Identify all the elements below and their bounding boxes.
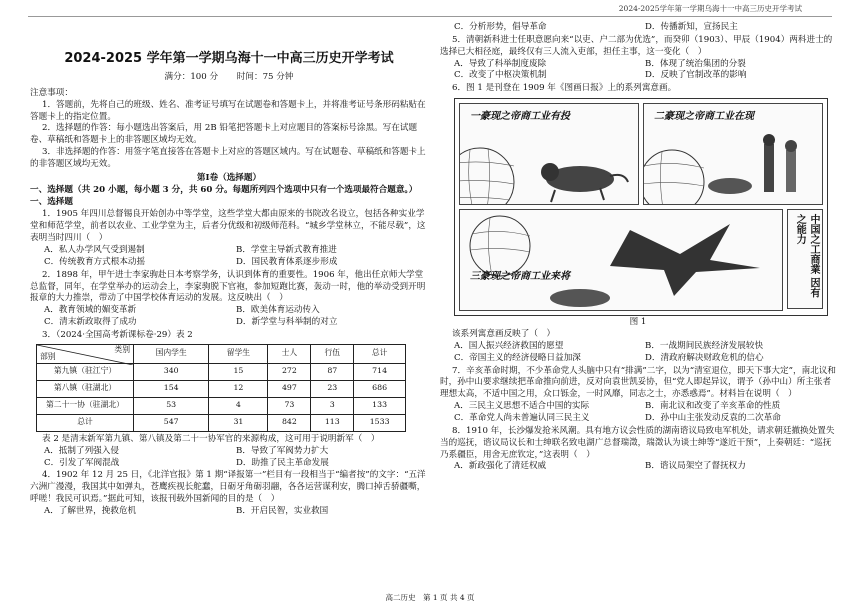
table-cell: 714	[354, 363, 406, 380]
globe-and-eagle-illustration	[460, 210, 782, 310]
table-cell: 3	[311, 397, 354, 414]
cartoon-figure	[454, 98, 828, 316]
cartoon-panel-3	[459, 209, 783, 311]
table-row	[37, 363, 406, 380]
diagonal-header-cell	[37, 344, 134, 363]
option-a: A．新政强化了清廷权威	[454, 461, 547, 472]
note-item: 1．答题前，先将自己的班级、姓名、准考证号填写在试题卷和答题卡上，并将准考证号条形码粘贴在答题卡上的指定位置。	[30, 99, 426, 122]
question-8	[440, 426, 836, 473]
table-row	[37, 397, 406, 414]
question-stem: 7．辛亥革命时期，不少革命党人头脑中只有“排满”二字，以为“清室退位，即天下事大定”，南北议和时，孙中山要求继续把革命推向前进，反对向袁世凯妥协，但“党人即起异议，谓予（孙中山）所主张者理想太高，不适中国之用，众口铄金，一时风靡，同志之士，亦悉惑焉”。材料旨在说明（ ）	[440, 365, 836, 400]
table-header-row	[37, 344, 406, 363]
question-note: 表 2 是清末新军第九镇、第八镇及第二十一协军官的来源构成，这可用于说明新军（ ）	[42, 433, 380, 444]
panel-caption: 三豪现之帝商工业来将	[470, 271, 570, 283]
officer-source-table	[36, 344, 406, 432]
option-b: B．南北议和改变了辛亥革命的性质	[645, 401, 781, 412]
question-4	[30, 470, 428, 517]
running-header: 2024-2025学年第一学期乌海十一中高三历史开学考试	[618, 4, 802, 13]
question-5	[440, 35, 836, 82]
options	[30, 506, 428, 518]
option-b: B．导致了军阀势力扩大	[236, 445, 329, 456]
table-row	[37, 380, 406, 397]
option-c: C．改变了中枢决策机制	[454, 70, 547, 81]
option-c: C．引发了军阀混战	[44, 457, 120, 468]
table-header: 国内学生	[134, 344, 209, 363]
table-cell: 53	[134, 397, 209, 414]
panel-caption: 一豪现之帝商工业有投	[470, 111, 570, 123]
table-header: 留学生	[209, 344, 268, 363]
q4-continued-options	[440, 22, 836, 34]
option-b: B．体现了统治集团的分裂	[645, 58, 746, 69]
options	[440, 59, 836, 83]
option-b: B．学堂主导新式教育推进	[236, 244, 337, 255]
option-d: D．反映了官制改革的影响	[645, 70, 747, 81]
option-d: D．清政府解决财政危机的信心	[645, 352, 764, 363]
table-cell: 133	[354, 397, 406, 414]
table-cell: 547	[134, 414, 209, 431]
table-cell: 总计	[37, 414, 134, 431]
cartoon-side-caption: 中国之工商業 因有之能力	[787, 209, 823, 309]
question-stem: 2．1898 年，甲午进士李家驹赴日本考察学务，认识到体育的重要性。1906 年，他出任京师大学堂总监督，同年，在学堂举办的运动会上，李家驹脱下官袍，参加短跑比赛，轰动一时，他的举动受到开明报章的大力推崇，带动了中国学校体育运动的发展。这反映出（ ）	[30, 269, 426, 304]
table-cell: 第二十一协（驻湖北）	[37, 397, 134, 414]
options	[440, 401, 836, 425]
table-cell: 113	[311, 414, 354, 431]
table-row-total	[37, 414, 406, 431]
note-item: 2．选择题的作答：每小题选出答案后，用 2B 铅笔把答题卡上对应题目的答案标号涂黑。写在试题卷、草稿纸和答题卡上的非答题区域均无效。	[30, 123, 418, 146]
table-cell: 497	[268, 380, 311, 397]
table-cell: 4	[209, 397, 268, 414]
table-cell: 340	[134, 363, 209, 380]
table-cell: 第八镇（驻湖北）	[37, 380, 134, 397]
options	[30, 305, 428, 329]
header-divider	[28, 16, 832, 17]
option-d: D．国民教育体系逐步形成	[236, 256, 338, 267]
option-a: A．三民主义思想不适合中国的实际	[454, 401, 590, 412]
cartoon-panel-1	[459, 103, 639, 205]
table-cell: 272	[268, 363, 311, 380]
table-cell: 15	[209, 363, 268, 380]
table-cell: 87	[311, 363, 354, 380]
option-d: D．新学堂与科举制的对立	[236, 317, 338, 328]
question-stem: 1．1905 年四川总督锡良开始创办中等学堂，这些学堂大都由原来的书院改名设立，包括各种实业学堂和师范学堂，前者以农业、工业学堂为主，后者分优级和初级师范科。“城乡学堂林立，不能尽载”，这表明当时四川（ ）	[30, 209, 426, 244]
exam-meta	[30, 72, 428, 84]
table-header: 行伍	[311, 344, 354, 363]
table-cell: 842	[268, 414, 311, 431]
diag-top-label: 类别	[114, 344, 130, 354]
option-d: D．孙中山主张发动反袁的二次革命	[645, 413, 781, 424]
option-b: B．谘议局架空了督抚权力	[645, 461, 746, 472]
table-cell: 154	[134, 380, 209, 397]
question-6	[440, 83, 836, 364]
diag-bottom-label: 部别	[40, 352, 56, 362]
table-header: 士人	[268, 344, 311, 363]
options	[440, 341, 836, 365]
option-c: C．传统教育方式根本动摇	[44, 256, 146, 267]
table-cell: 73	[268, 397, 311, 414]
cartoon-panel-2	[643, 103, 823, 205]
exam-title: 2024-2025 学年第一学期乌海十一中高三历史开学考试	[64, 51, 394, 66]
section-title: 第Ⅰ卷（选择题）	[196, 172, 262, 183]
question-stem: 5．清朝新科进士任职意愿向来“以吏、户二部为优选”，而癸卯（1903）、甲辰（1904）两科进士的选择已大相径庭，最终仅有三人流入吏部，担任主事，这一变化（ ）	[440, 34, 833, 57]
option-a: A．导致了科举制度废除	[454, 58, 547, 69]
question-stem: 3．（2024·全国高考新课标卷·29）表 2	[42, 329, 193, 340]
page-footer: 高二历史 第 1 页 共 4 页	[385, 592, 475, 602]
exam-time: 时间：75 分钟	[236, 71, 294, 82]
question-1	[30, 209, 428, 268]
question-7	[440, 366, 836, 425]
option-b: B．开启民智，实业救国	[236, 506, 329, 516]
question-2	[30, 270, 428, 329]
part-instructions: 一、选择题（共 20 小题，每小题 3 分，共 60 分。每题所列四个选项中只有一个选项最符合题意。）	[30, 184, 418, 195]
option-a: A．国人振兴经济救国的愿望	[454, 340, 564, 351]
left-column	[30, 22, 428, 518]
option-c: C．清末新政取得了成功	[44, 317, 137, 328]
question-note: 该系列寓意画反映了（ ）	[452, 329, 556, 340]
option-a: A．抵制了列强入侵	[44, 445, 119, 456]
option-c: C．帝国主义的经济侵略日益加深	[454, 352, 581, 363]
question-stem: 8．1910 年，长沙爆发抢米风潮。具有地方议会性质的湖南谘议局致电军机处，请求朝廷撤换处置失当的巡抚，谘议局议长和士绅联名致电湖广总督瑞澂，瑞澂认为谈士绅等“遂近干预”，上奏朝廷：“巡抚乃系疆臣，用舍无庶钦定，”这表明（ ）	[440, 425, 835, 460]
figure-caption: 图 1	[629, 317, 647, 328]
table-cell: 1533	[354, 414, 406, 431]
options	[440, 461, 836, 473]
option-d: D．传播新知，宣扬民主	[645, 22, 738, 32]
full-score: 满分：100 分	[164, 71, 219, 82]
question-stem: 6．图 1 是刊登在 1909 年《图画日报》上的系列寓意画。	[452, 83, 677, 94]
table-cell: 686	[354, 380, 406, 397]
note-item: 3．非选择题的作答：用签字笔直接答在答题卡上对应的答题区域内。写在试题卷、草稿纸和答题卡上的非答题区域均无效。	[30, 147, 426, 169]
option-a: A．私人办学风气受到遏制	[44, 244, 145, 255]
option-b: B．一战期间民族经济发展较快	[645, 340, 764, 351]
table-cell: 23	[311, 380, 354, 397]
right-column	[440, 22, 836, 473]
panel-caption: 二豪现之帝商工业在现	[654, 111, 754, 123]
table-cell: 12	[209, 380, 268, 397]
subsection-title: 一、选择题	[30, 196, 73, 207]
option-b: B．欧美体育运动传入	[236, 305, 320, 316]
notes-heading: 注意事项：	[30, 87, 73, 98]
question-stem: 4．1902 年 12 月 25 日，《北洋官报》第 1 期“译报第一”栏目有一段相当于“编者按”的文字：“五洋六洲广漫漫，我国其中如弹丸，苍鹰疾视长舵蠢，日砺牙角砺羽翮，各各运营谋利安，腾口掉舌骄疆嘶，呼嗟！我民可识焉。”据此可知，该报刊载外国新闻的目的是（ ）	[30, 470, 426, 505]
table-cell: 31	[209, 414, 268, 431]
table-cell: 第九镇（驻江宁）	[37, 363, 134, 380]
options	[30, 446, 428, 470]
option-c: C．革命党人尚未普遍认同三民主义	[454, 413, 590, 424]
option-a: A．了解世界，挽救危机	[44, 506, 137, 516]
table-header: 总计	[354, 344, 406, 363]
options	[30, 245, 428, 269]
option-c: C．分析形势，倡导革命	[454, 22, 547, 32]
option-d: D．助推了民主革命发展	[236, 457, 329, 468]
option-a: A．教育领域的媚变革新	[44, 305, 137, 316]
question-3	[30, 330, 428, 469]
